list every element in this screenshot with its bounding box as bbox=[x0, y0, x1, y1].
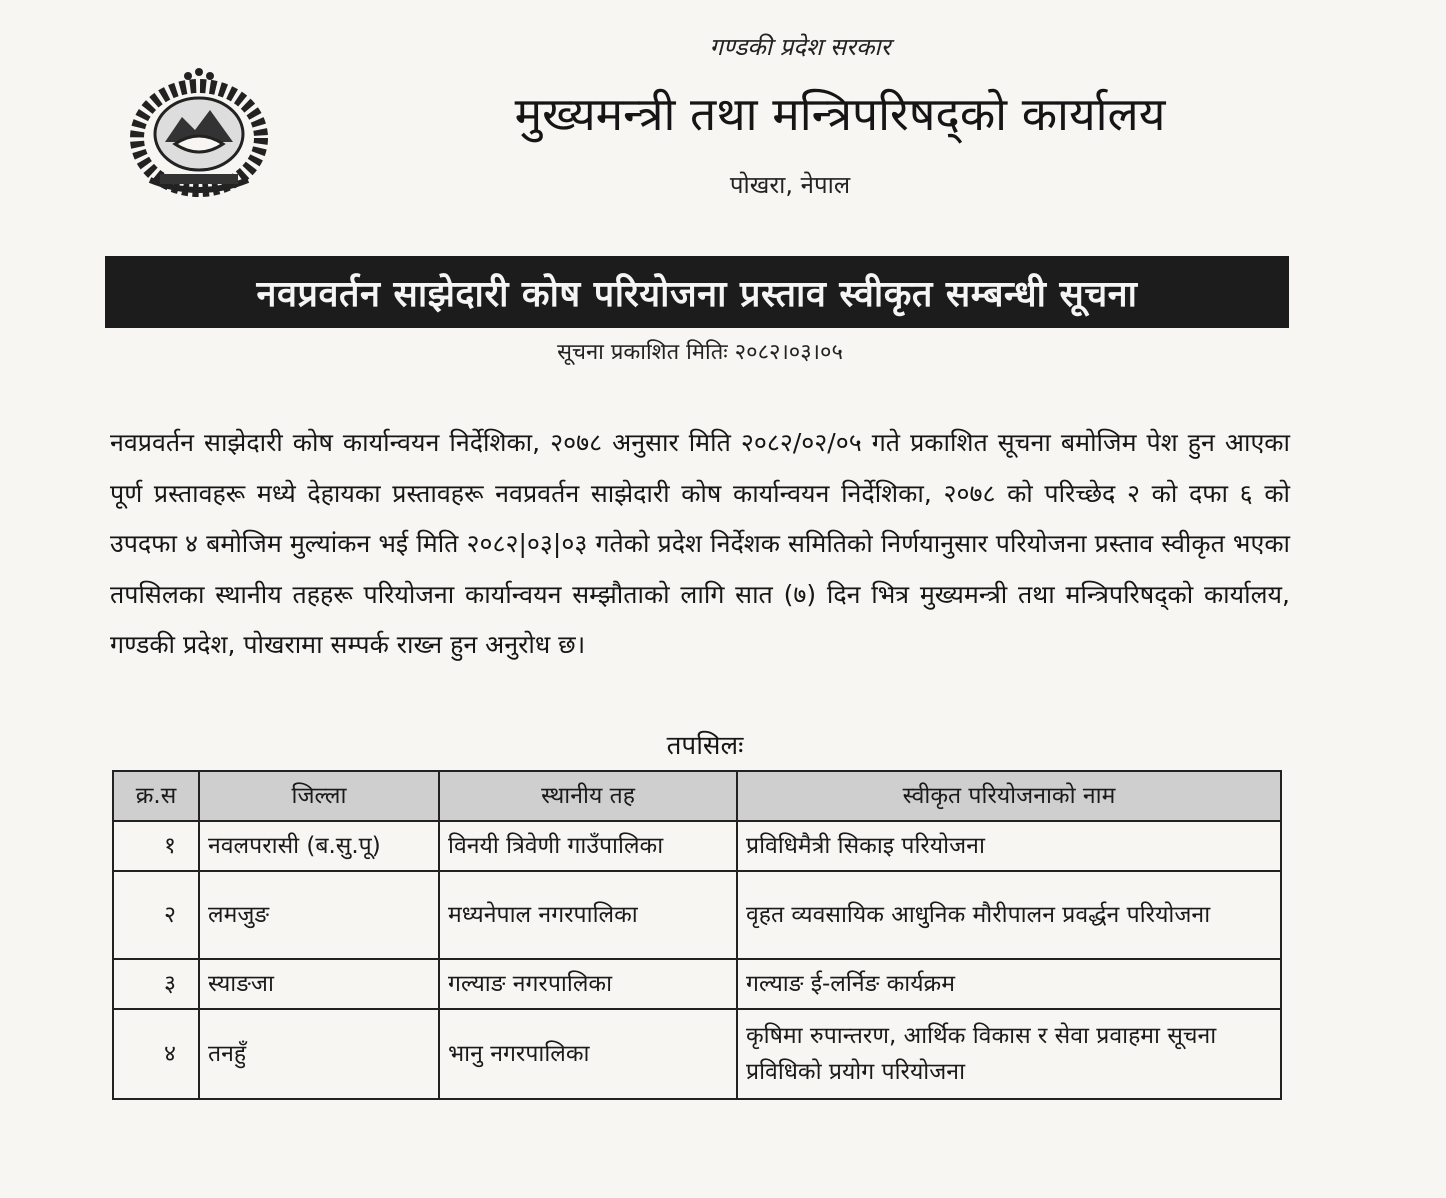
header-district: जिल्ला bbox=[199, 771, 439, 821]
publish-date: सूचना प्रकाशित मितिः २०८२।०३।०५ bbox=[557, 340, 843, 365]
approved-projects-table bbox=[112, 770, 1280, 1100]
notice-title-banner bbox=[105, 256, 1289, 328]
cell-district: तनहुँ bbox=[199, 1009, 439, 1099]
cell-project: वृहत व्यवसायिक आधुनिक मौरीपालन प्रवर्द्धन परियोजना bbox=[737, 871, 1281, 959]
nepal-emblem-icon bbox=[120, 62, 278, 200]
cell-local-level: विनयी त्रिवेणी गाउँपालिका bbox=[439, 821, 737, 871]
notice-body: नवप्रवर्तन साझेदारी कोष कार्यान्वयन निर्देशिका, २०७८ अनुसार मिति २०८२/०२/०५ गते प्रकाशित सूचना बमोजिम पेश हुन आएका पूर्ण प्रस्तावहरू मध्ये देहायका प्रस्तावहरू नवप्रवर्तन साझेदारी कोष कार्यान्वयन निर्देशिका, २०७८ को परिच्छेद २ को दफा ६ को उपदफा ४ बमोजिम मुल्यांकन भई मिति २०८२|०३|०३ गतेको प्रदेश निर्देशक समितिको निर्णयानुसार परियोजना प्रस्ताव स्वीकृत भएका तपसिलका स्थानीय तहहरू परियोजना कार्यान्वयन सम्झौताको लागि सात (७) दिन भित्र मुख्यमन्त्री तथा मन्त्रिपरिषद्को कार्यालय, गण्डकी प्रदेश, पोखरामा सम्पर्क राख्न हुन अनुरोध छ। bbox=[110, 428, 1290, 659]
table-row bbox=[113, 821, 1281, 871]
table-row bbox=[113, 959, 1281, 1009]
cell-sn: २ bbox=[113, 871, 199, 959]
cell-sn: १ bbox=[113, 821, 199, 871]
cell-local-level: मध्यनेपाल नगरपालिका bbox=[439, 871, 737, 959]
table-row bbox=[113, 1009, 1281, 1099]
notice-title: नवप्रवर्तन साझेदारी कोष परियोजना प्रस्ताव स्वीकृत सम्बन्धी सूचना bbox=[256, 273, 1138, 315]
cell-district: स्याङजा bbox=[199, 959, 439, 1009]
cell-district: नवलपरासी (ब.सु.पू) bbox=[199, 821, 439, 871]
table-header-row bbox=[113, 771, 1281, 821]
cell-sn: ४ bbox=[113, 1009, 199, 1099]
header-local-level: स्थानीय तह bbox=[439, 771, 737, 821]
office-name: मुख्यमन्त्री तथा मन्त्रिपरिषद्को कार्यालय bbox=[514, 87, 1166, 141]
cell-local-level: भानु नगरपालिका bbox=[439, 1009, 737, 1099]
cell-sn: ३ bbox=[113, 959, 199, 1009]
table-row bbox=[113, 871, 1281, 959]
schedule-heading: तपसिलः bbox=[666, 731, 744, 761]
cell-project: प्रविधिमैत्री सिकाइ परियोजना bbox=[737, 821, 1281, 871]
cell-project: गल्याङ ई-लर्निङ कार्यक्रम bbox=[737, 959, 1281, 1009]
government-name: गण्डकी प्रदेश सरकार bbox=[709, 33, 891, 61]
cell-district: लमजुङ bbox=[199, 871, 439, 959]
cell-project: कृषिमा रुपान्तरण, आर्थिक विकास र सेवा प्रवाहमा सूचना प्रविधिको प्रयोग परियोजना bbox=[737, 1009, 1281, 1099]
header-project-name: स्वीकृत परियोजनाको नाम bbox=[737, 771, 1281, 821]
header-sn: क्र.स bbox=[113, 771, 199, 821]
cell-local-level: गल्याङ नगरपालिका bbox=[439, 959, 737, 1009]
office-address: पोखरा, नेपाल bbox=[729, 171, 851, 199]
